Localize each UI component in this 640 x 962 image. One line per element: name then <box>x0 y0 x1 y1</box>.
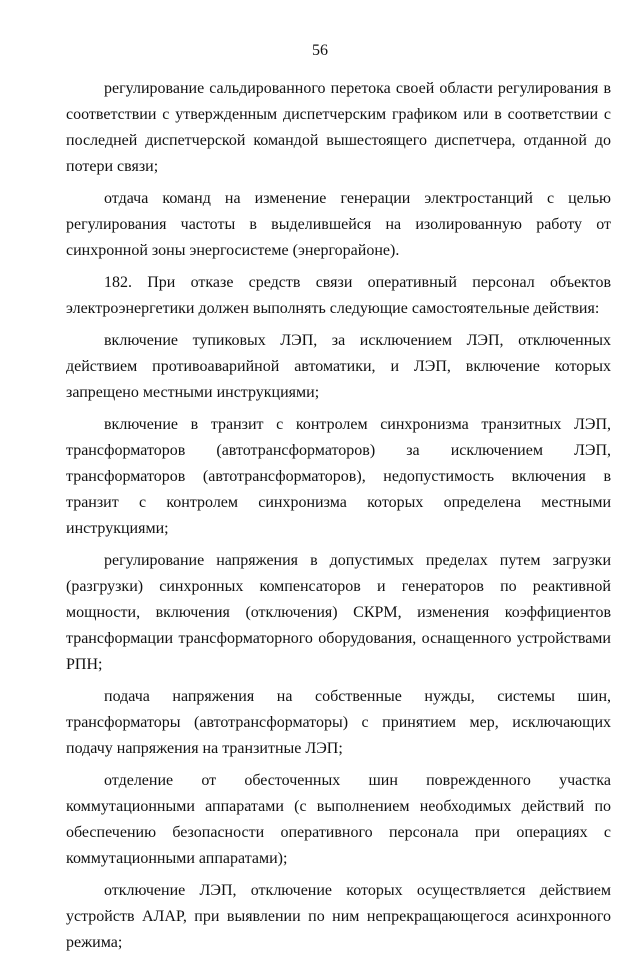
paragraph-balance-flow-regulation: регулирование сальдированного перетока своей области регулирования в соответствии с утвержденным диспетчерским графиком или в соответствии с последней диспетчерской командой вышестоящего диспетчера, отданной до потери связи; <box>66 80 611 175</box>
paragraph-voltage-supply: подача напряжения на собственные нужды, системы шин, трансформаторы (автотрансформаторы) с принятием мер, исключающих подачу напряжения на транзитные ЛЭП; <box>66 688 611 757</box>
paragraph-dead-end-lines: включение тупиковых ЛЭП, за исключением ЛЭП, отключенных действием противоаварийной автоматики, и ЛЭП, включение которых запрещено местными инструкциями; <box>66 332 611 401</box>
paragraph-damaged-section-separation: отделение от обесточенных шин поврежденного участка коммутационными аппаратами (с выполнением необходимых действий по обеспечению безопасности оперативного персонала при операциях с коммутационными аппаратами); <box>66 772 611 867</box>
paragraph-voltage-regulation: регулирование напряжения в допустимых пределах путем загрузки (разгрузки) синхронных компенсаторов и генераторов по реактивной мощности, включения (отключения) СКРМ, изменения коэффициентов трансформации трансформаторного оборудования, оснащенного устройствами РПН; <box>66 552 611 673</box>
paragraph-alar-disconnection: отключение ЛЭП, отключение которых осуществляется действием устройств АЛАР, при выявлении по ним непрекращающегося асинхронного режима; <box>66 882 611 951</box>
page-number: 56 <box>312 42 328 59</box>
paragraph-generation-commands: отдача команд на изменение генерации электростанций с целью регулирования частоты в выделившейся на изолированную работу от синхронной зоны энергосистеме (энергорайоне). <box>66 190 611 259</box>
paragraph-182: 182. При отказе средств связи оперативный персонал объектов электроэнергетики должен выполнять следующие самостоятельные действия: <box>66 274 611 317</box>
paragraph-transit-synchronism: включение в транзит с контролем синхронизма транзитных ЛЭП, трансформаторов (автотрансформаторов) за исключением ЛЭП, трансформаторов (автотрансформаторов), недопустимость включения в транзит с контролем синхронизма которых определена местными инструкциями; <box>66 416 611 537</box>
document-body <box>66 76 611 962</box>
